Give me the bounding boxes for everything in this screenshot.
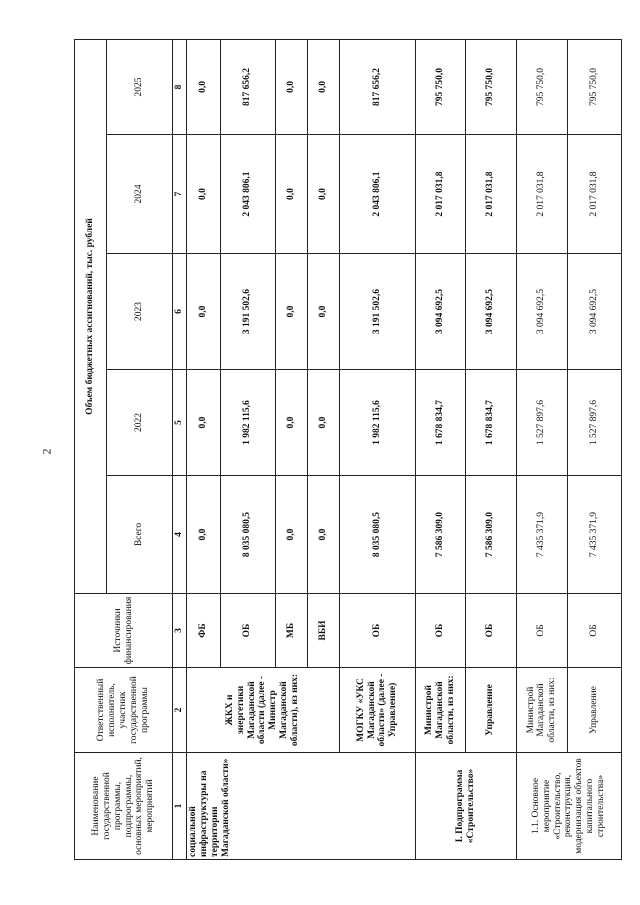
value-cell: 3 191 502,6 bbox=[339, 254, 415, 370]
header-volume: Объем бюджетных ассигнований, тыс. рублей bbox=[75, 39, 107, 593]
value-cell: 0,0 bbox=[186, 476, 220, 594]
col-number: 6 bbox=[173, 254, 187, 370]
program-name: социальной инфраструктуры на территории Магаданской области» bbox=[186, 753, 415, 860]
value-cell: 817 656,2 bbox=[220, 39, 275, 134]
value-cell: 1 982 115,6 bbox=[220, 370, 275, 476]
rotated-table-container bbox=[74, 40, 607, 860]
header-name: Наименование государственной программы, подпрограммы, основных мероприятий, мероприятий bbox=[75, 753, 173, 860]
value-cell: 2 017 031,8 bbox=[567, 135, 621, 254]
value-cell: 0,0 bbox=[275, 135, 307, 254]
value-cell: 0,0 bbox=[275, 39, 307, 134]
value-cell: 795 750,0 bbox=[516, 39, 567, 134]
value-cell: 8 035 080,5 bbox=[220, 476, 275, 594]
col-number: 4 bbox=[173, 476, 187, 594]
value-cell: 2 017 031,8 bbox=[516, 135, 567, 254]
column-number-row bbox=[173, 39, 187, 859]
value-cell: 3 094 692,5 bbox=[465, 254, 516, 370]
page-number: 2 bbox=[39, 448, 54, 455]
value-cell: 0,0 bbox=[186, 370, 220, 476]
value-cell: 1 527 897,6 bbox=[567, 370, 621, 476]
value-cell: 795 750,0 bbox=[415, 39, 465, 134]
source-cell: ОБ bbox=[465, 594, 516, 668]
header-year-2022: 2022 bbox=[107, 370, 173, 476]
col-number: 5 bbox=[173, 370, 187, 476]
value-cell: 8 035 080,5 bbox=[339, 476, 415, 594]
source-cell: ОБ bbox=[567, 594, 621, 668]
subprogram-name: I. Подпрограмма «Строительство» bbox=[415, 753, 516, 860]
value-cell: 1 678 834,7 bbox=[465, 370, 516, 476]
source-cell: ОБ bbox=[339, 594, 415, 668]
value-cell: 0,0 bbox=[275, 370, 307, 476]
value-cell: 7 586 309,0 bbox=[415, 476, 465, 594]
program-responsible-2: МОГКУ «УКС Магаданской области» (далее - Управление) bbox=[339, 668, 415, 753]
value-cell: 2 017 031,8 bbox=[465, 135, 516, 254]
value-cell: 7 435 371,9 bbox=[516, 476, 567, 594]
value-cell: 0,0 bbox=[307, 476, 339, 594]
value-cell: 0,0 bbox=[186, 254, 220, 370]
value-cell: 2 017 031,8 bbox=[415, 135, 465, 254]
table-row bbox=[465, 39, 516, 859]
header-total: Всего bbox=[107, 476, 173, 594]
table-row bbox=[186, 39, 220, 859]
main-activity-name: 1.1. Основное мероприятие «Строительство, реконструкция, модернизация объектов капитального строительства» bbox=[516, 753, 621, 860]
value-cell: 0,0 bbox=[275, 476, 307, 594]
value-cell: 1 678 834,7 bbox=[415, 370, 465, 476]
table-row bbox=[516, 39, 567, 859]
source-cell: ВБИ bbox=[307, 594, 339, 668]
col-number: 8 bbox=[173, 39, 187, 134]
table-row bbox=[567, 39, 621, 859]
value-cell: 0,0 bbox=[186, 39, 220, 134]
source-cell: МБ bbox=[275, 594, 307, 668]
value-cell: 3 094 692,5 bbox=[415, 254, 465, 370]
responsible-cell: Министрой Магаданской области, из них: bbox=[516, 668, 567, 753]
header-row-1 bbox=[75, 39, 107, 859]
col-number: 7 bbox=[173, 135, 187, 254]
responsible-cell: Управление bbox=[465, 668, 516, 753]
col-number: 3 bbox=[173, 594, 187, 668]
value-cell: 0,0 bbox=[275, 254, 307, 370]
value-cell: 795 750,0 bbox=[567, 39, 621, 134]
value-cell: 3 094 692,5 bbox=[516, 254, 567, 370]
col-number: 1 bbox=[173, 753, 187, 860]
program-responsible: ЖКХ и энергетики Магаданской области (далее - Министр Магаданской области), из них: bbox=[186, 668, 339, 753]
source-cell: ОБ bbox=[220, 594, 275, 668]
value-cell: 0,0 bbox=[186, 135, 220, 254]
table-row bbox=[339, 39, 415, 859]
value-cell: 2 043 806,1 bbox=[220, 135, 275, 254]
value-cell: 1 527 897,6 bbox=[516, 370, 567, 476]
value-cell: 7 435 371,9 bbox=[567, 476, 621, 594]
value-cell: 3 191 502,6 bbox=[220, 254, 275, 370]
value-cell: 817 656,2 bbox=[339, 39, 415, 134]
value-cell: 0,0 bbox=[307, 370, 339, 476]
value-cell: 0,0 bbox=[307, 135, 339, 254]
col-number: 2 bbox=[173, 668, 187, 753]
header-year-2023: 2023 bbox=[107, 254, 173, 370]
value-cell: 2 043 806,1 bbox=[339, 135, 415, 254]
value-cell: 0,0 bbox=[307, 254, 339, 370]
source-cell: ФБ bbox=[186, 594, 220, 668]
budget-table bbox=[74, 39, 622, 860]
responsible-cell: Управление bbox=[567, 668, 621, 753]
header-year-2024: 2024 bbox=[107, 135, 173, 254]
source-cell: ОБ bbox=[415, 594, 465, 668]
source-cell: ОБ bbox=[516, 594, 567, 668]
table-row bbox=[415, 39, 465, 859]
value-cell: 0,0 bbox=[307, 39, 339, 134]
header-responsible: Ответственный исполнитель, участник государственной программы bbox=[75, 668, 173, 753]
responsible-cell: Министрой Магаданской области, из них: bbox=[415, 668, 465, 753]
header-source: Источники финансирования bbox=[75, 594, 173, 668]
value-cell: 1 982 115,6 bbox=[339, 370, 415, 476]
value-cell: 7 586 309,0 bbox=[465, 476, 516, 594]
value-cell: 795 750,0 bbox=[465, 39, 516, 134]
header-year-2025: 2025 bbox=[107, 39, 173, 134]
value-cell: 3 094 692,5 bbox=[567, 254, 621, 370]
